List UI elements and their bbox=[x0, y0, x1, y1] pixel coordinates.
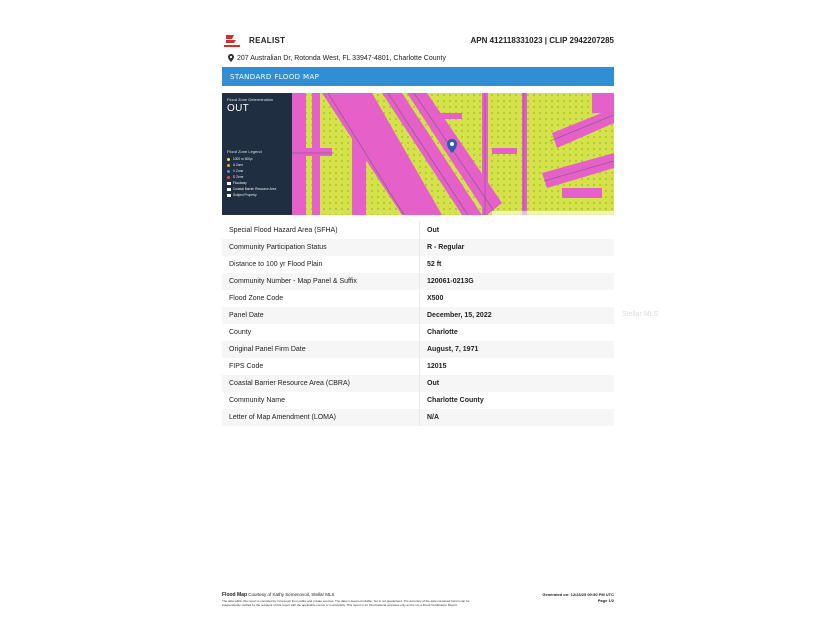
corelogic-logo bbox=[222, 33, 242, 49]
flood-row-value: 12015 bbox=[420, 358, 615, 375]
flood-row-label: Coastal Barrier Resource Area (CBRA) bbox=[222, 375, 420, 392]
flood-row-label: Community Participation Status bbox=[222, 239, 420, 256]
flood-row-value: Charlotte bbox=[420, 324, 615, 341]
legend-item: Floodway bbox=[227, 180, 276, 186]
footer-title: Flood Map bbox=[222, 592, 247, 598]
location-pin-icon bbox=[228, 54, 234, 62]
floodway-icon bbox=[227, 182, 231, 185]
legend-item: D Zone bbox=[227, 174, 276, 180]
footer-disclaimer: The data within this report is compiled by CoreLogic from public and private sources. The data is deemed reliable, but is not guaranteed. The accuracy of the data contained herein can be independently verified by the recipient of this report with the applicable county or municipality. This report is for informational purposes only and is not a Flood Certification Report. bbox=[222, 599, 470, 607]
flood-row-value: 52 ft bbox=[420, 256, 615, 273]
determination-title: Flood Zone Determination bbox=[227, 97, 274, 102]
legend-list bbox=[227, 156, 276, 198]
flood-row-label: Community Number - Map Panel & Suffix bbox=[222, 273, 420, 290]
section-title: STANDARD FLOOD MAP bbox=[230, 73, 320, 81]
cbra-icon bbox=[227, 188, 231, 191]
flood-row bbox=[222, 222, 614, 239]
flood-row-label: Panel Date bbox=[222, 307, 420, 324]
flood-row-label: Community Name bbox=[222, 392, 420, 409]
brand-name: REALIST bbox=[249, 36, 286, 45]
footer-title-line bbox=[222, 592, 522, 598]
flood-row-label: Letter of Map Amendment (LOMA) bbox=[222, 409, 420, 426]
map-image bbox=[292, 93, 614, 215]
mls-watermark: Stellar MLS bbox=[622, 311, 659, 318]
determination-value: OUT bbox=[227, 103, 250, 114]
legend-title: Flood Zone Legend bbox=[227, 149, 262, 154]
flood-row bbox=[222, 358, 614, 375]
generated-timestamp: Generated on: 12/23/25 09:50 PM UTC bbox=[542, 592, 614, 597]
legend-item: A Zone bbox=[227, 162, 276, 168]
flood-row-value: Out bbox=[420, 222, 615, 239]
property-address bbox=[228, 54, 446, 62]
flood-row bbox=[222, 392, 614, 409]
flood-row-value: 120061-0213G bbox=[420, 273, 615, 290]
flood-row-value: N/A bbox=[420, 409, 615, 426]
flood-row bbox=[222, 290, 614, 307]
footer-right bbox=[542, 592, 614, 604]
flood-row-label: Original Panel Firm Date bbox=[222, 341, 420, 358]
flood-row bbox=[222, 375, 614, 392]
flood-row-value: Out bbox=[420, 375, 615, 392]
legend-item: 1000 or 500yr bbox=[227, 156, 276, 162]
legend-item: V Zone bbox=[227, 168, 276, 174]
flood-map bbox=[222, 93, 614, 215]
page-number: Page 1/2 bbox=[597, 598, 614, 603]
flood-table-body bbox=[222, 222, 614, 426]
flood-row-value: X500 bbox=[420, 290, 615, 307]
flood-details-table bbox=[222, 222, 614, 426]
flood-row-value: Charlotte County bbox=[420, 392, 615, 409]
flood-row bbox=[222, 256, 614, 273]
address-text: 207 Australian Dr, Rotonda West, FL 33947-4801, Charlotte County bbox=[237, 54, 446, 62]
flood-row-value: R - Regular bbox=[420, 239, 615, 256]
flood-row-value: December, 15, 2022 bbox=[420, 307, 615, 324]
legend-swatch bbox=[227, 164, 230, 167]
flood-row bbox=[222, 324, 614, 341]
flood-row-label: Flood Zone Code bbox=[222, 290, 420, 307]
flood-row-label: Distance to 100 yr Flood Plain bbox=[222, 256, 420, 273]
footer-left bbox=[222, 592, 522, 607]
flood-row-label: Special Flood Hazard Area (SFHA) bbox=[222, 222, 420, 239]
flood-row-value: August, 7, 1971 bbox=[420, 341, 615, 358]
legend-item: Coastal Barrier Resource Area bbox=[227, 186, 276, 192]
legend-item: Subject Property bbox=[227, 192, 276, 198]
legend-swatch bbox=[227, 176, 230, 179]
legend-swatch bbox=[227, 158, 230, 161]
flood-row-label: County bbox=[222, 324, 420, 341]
section-banner bbox=[222, 67, 614, 86]
flood-row bbox=[222, 409, 614, 426]
map-legend-panel bbox=[222, 93, 292, 215]
legend-swatch bbox=[227, 170, 230, 173]
flood-row bbox=[222, 273, 614, 290]
flood-row-label: FIPS Code bbox=[222, 358, 420, 375]
flood-row bbox=[222, 239, 614, 256]
flood-row bbox=[222, 341, 614, 358]
flood-row bbox=[222, 307, 614, 324]
report-header bbox=[222, 33, 614, 51]
apn-clip: APN 412118331023 | CLIP 2942207285 bbox=[470, 36, 614, 45]
footer-courtesy: Courtesy of Kathy Semenovoil, Stellar MLS bbox=[248, 592, 335, 597]
subject-property-icon bbox=[227, 194, 231, 197]
